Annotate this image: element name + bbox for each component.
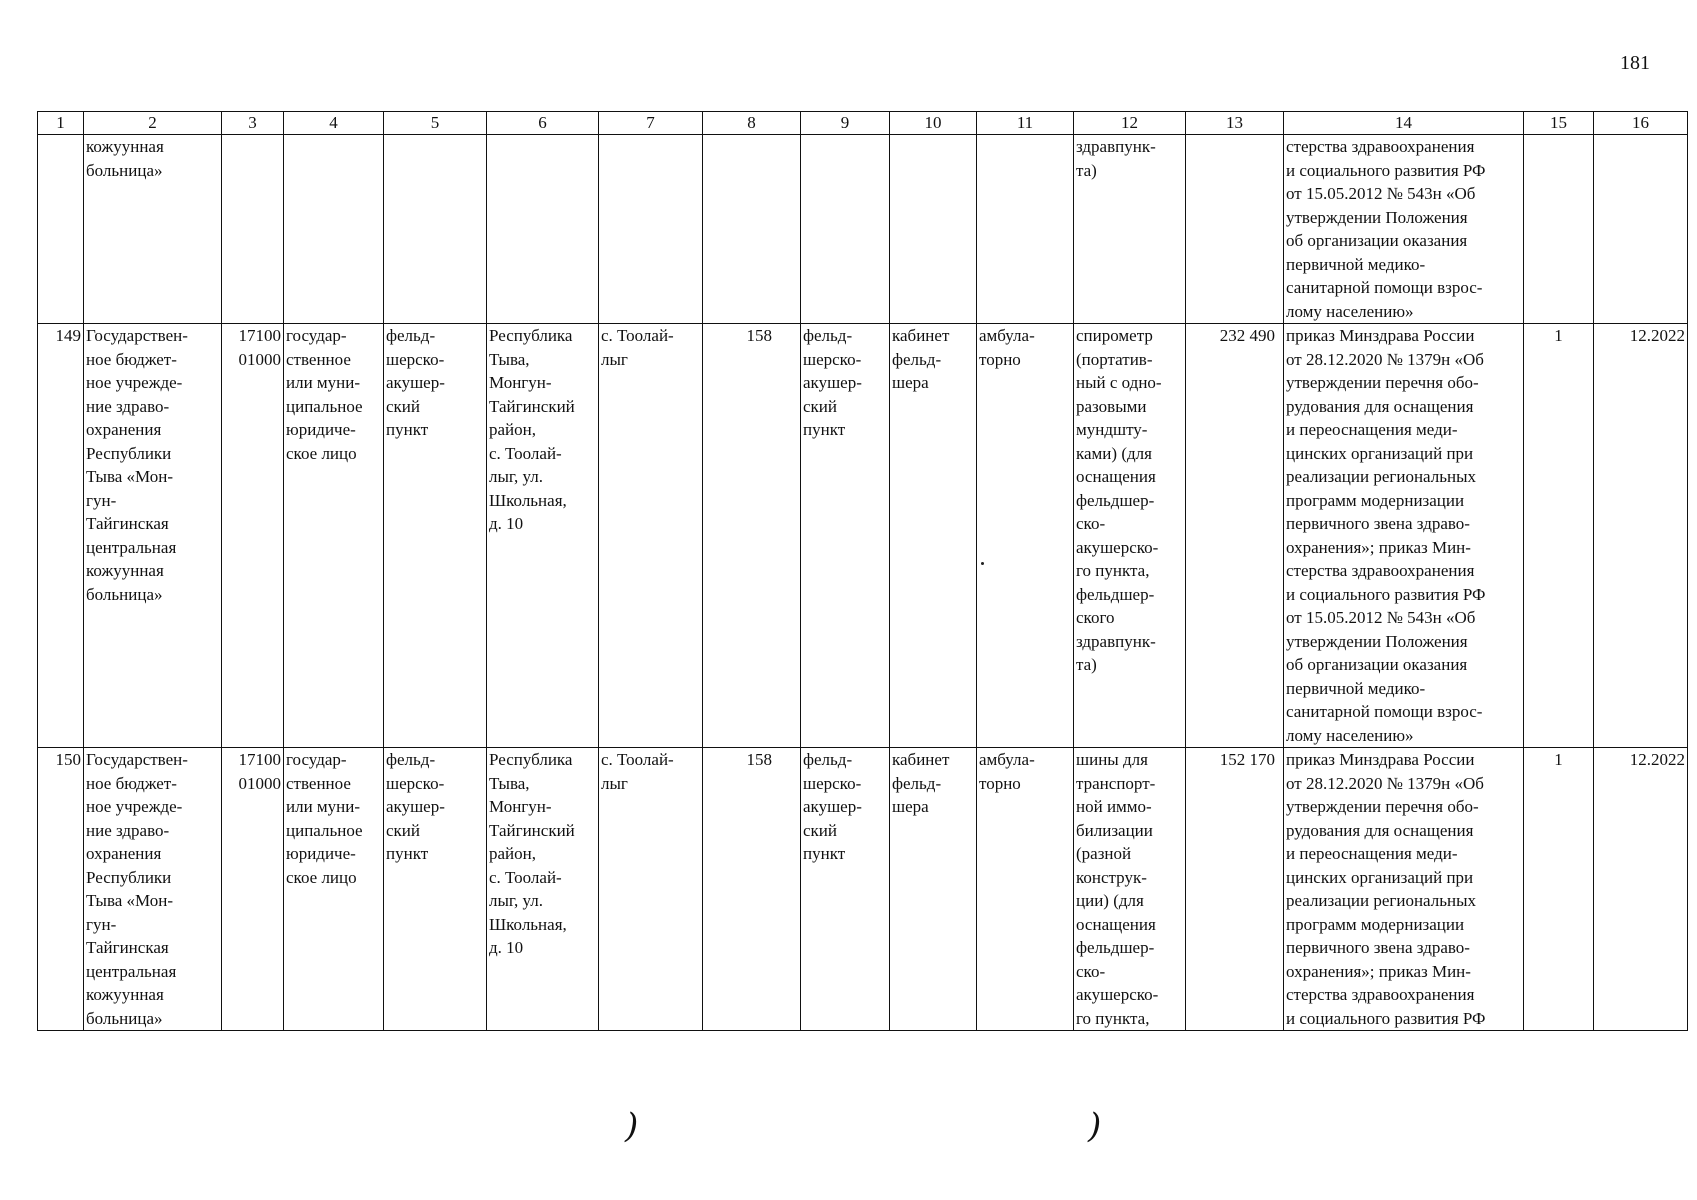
table-cell-col3: [222, 135, 284, 324]
table-cell-col2: Государствен- ное бюджет- ное учрежде- ние здраво- охранения Республики Тыва «Мон- гун- Тайгинская центральная кожуунная больница»: [84, 748, 222, 1031]
handwritten-mark: ): [625, 1106, 639, 1146]
table-cell-col7: [599, 135, 703, 324]
column-header-12: 12: [1074, 112, 1186, 135]
table-header-row: [38, 112, 1688, 135]
table-cell-col8: 158: [703, 748, 801, 1031]
table-cell-col10: [890, 135, 977, 324]
table-cell-col16: [1594, 135, 1688, 324]
data-table: [37, 111, 1688, 1031]
column-header-1: 1: [38, 112, 84, 135]
table-cell-col2: Государствен- ное бюджет- ное учрежде- ние здраво- охранения Республики Тыва «Мон- гун- Тайгинская центральная кожуунная больница»: [84, 324, 222, 748]
table-cell-col14: стерства здравоохранения и социального развития РФ от 15.05.2012 № 543н «Об утверждении Положения об организации оказания первичной медико- санитарной помощи взрос- лому населению»: [1284, 135, 1524, 324]
table-cell-col15: 1: [1524, 324, 1594, 748]
table-cell-col16: 12.2022: [1594, 748, 1688, 1031]
table-cell-col6: Республика Тыва, Монгун- Тайгинский район, с. Тоолай- лыг, ул. Школьная, д. 10: [487, 748, 599, 1031]
table-cell-col9: фельд- шерско- акушер- ский пункт: [801, 748, 890, 1031]
table-cell-col11: амбула- торно: [977, 748, 1074, 1031]
table-cell-col1: 149: [38, 324, 84, 748]
page-number: 181: [1620, 52, 1650, 74]
table-cell-col7: с. Тоолай- лыг: [599, 748, 703, 1031]
table-cell-col11: амбула- торно: [977, 324, 1074, 748]
table-cell-col6: [487, 135, 599, 324]
table-cell-col10: кабинет фельд- шера: [890, 748, 977, 1031]
table-cell-col7: с. Тоолай- лыг: [599, 324, 703, 748]
table-cell-col11: [977, 135, 1074, 324]
table-cell-col9: фельд- шерско- акушер- ский пункт: [801, 324, 890, 748]
table-cell-col5: фельд- шерско- акушер- ский пункт: [384, 748, 487, 1031]
table-cell-col12: здравпунк- та): [1074, 135, 1186, 324]
column-header-15: 15: [1524, 112, 1594, 135]
table-cell-col12: спирометр (портатив- ный с одно- разовыми мундшту- ками) (для оснащения фельдшер- ско- акушерско- го пункта, фельдшер- ского здравпунк- та): [1074, 324, 1186, 748]
column-header-13: 13: [1186, 112, 1284, 135]
table-row: [38, 135, 1688, 324]
table-row: [38, 748, 1688, 1031]
table-cell-col12: шины для транспорт- ной иммо- билизации (разной конструк- ции) (для оснащения фельдшер- ско- акушерско- го пункта,: [1074, 748, 1186, 1031]
table-cell-col13: [1186, 135, 1284, 324]
table-cell-col8: [703, 135, 801, 324]
table-cell-col10: кабинет фельд- шера: [890, 324, 977, 748]
table-cell-col14: приказ Минздрава России от 28.12.2020 № 1379н «Об утверждении перечня обо- рудования для оснащения и переоснащения меди- цинских организаций при реализации региональных программ модернизации первичного звена здраво- охранения»; приказ Мин- стерства здравоохранения и социального развития РФ от 15.05.2012 № 543н «Об утверждении Положения об организации оказания первичной медико- санитарной помощи взрос- лому населению»: [1284, 324, 1524, 748]
column-header-11: 11: [977, 112, 1074, 135]
column-header-9: 9: [801, 112, 890, 135]
table-cell-col1: 150: [38, 748, 84, 1031]
table-cell-col5: [384, 135, 487, 324]
column-header-8: 8: [703, 112, 801, 135]
handwritten-mark: ): [1088, 1106, 1102, 1146]
table-cell-col16: 12.2022: [1594, 324, 1688, 748]
stray-dot: [981, 562, 984, 565]
table-cell-col4: [284, 135, 384, 324]
column-header-5: 5: [384, 112, 487, 135]
table-cell-col5: фельд- шерско- акушер- ский пункт: [384, 324, 487, 748]
table-row: [38, 324, 1688, 748]
table-cell-col1: [38, 135, 84, 324]
table-cell-col15: 1: [1524, 748, 1594, 1031]
column-header-7: 7: [599, 112, 703, 135]
table-cell-col3: 17100 01000: [222, 748, 284, 1031]
table-cell-col15: [1524, 135, 1594, 324]
table-cell-col13: 152 170: [1186, 748, 1284, 1031]
column-header-16: 16: [1594, 112, 1688, 135]
column-header-14: 14: [1284, 112, 1524, 135]
column-header-3: 3: [222, 112, 284, 135]
table-cell-col4: государ- ственное или муни- ципальное юридиче- ское лицо: [284, 748, 384, 1031]
table-cell-col2: кожуунная больница»: [84, 135, 222, 324]
table-cell-col9: [801, 135, 890, 324]
table-cell-col14: приказ Минздрава России от 28.12.2020 № 1379н «Об утверждении перечня обо- рудования для оснащения и переоснащения меди- цинских организаций при реализации региональных программ модернизации первичного звена здраво- охранения»; приказ Мин- стерства здравоохранения и социального развития РФ: [1284, 748, 1524, 1031]
table-cell-col4: государ- ственное или муни- ципальное юридиче- ское лицо: [284, 324, 384, 748]
column-header-6: 6: [487, 112, 599, 135]
table-cell-col13: 232 490: [1186, 324, 1284, 748]
table-cell-col3: 17100 01000: [222, 324, 284, 748]
column-header-4: 4: [284, 112, 384, 135]
column-header-2: 2: [84, 112, 222, 135]
table-cell-col8: 158: [703, 324, 801, 748]
table-cell-col6: Республика Тыва, Монгун- Тайгинский район, с. Тоолай- лыг, ул. Школьная, д. 10: [487, 324, 599, 748]
column-header-10: 10: [890, 112, 977, 135]
